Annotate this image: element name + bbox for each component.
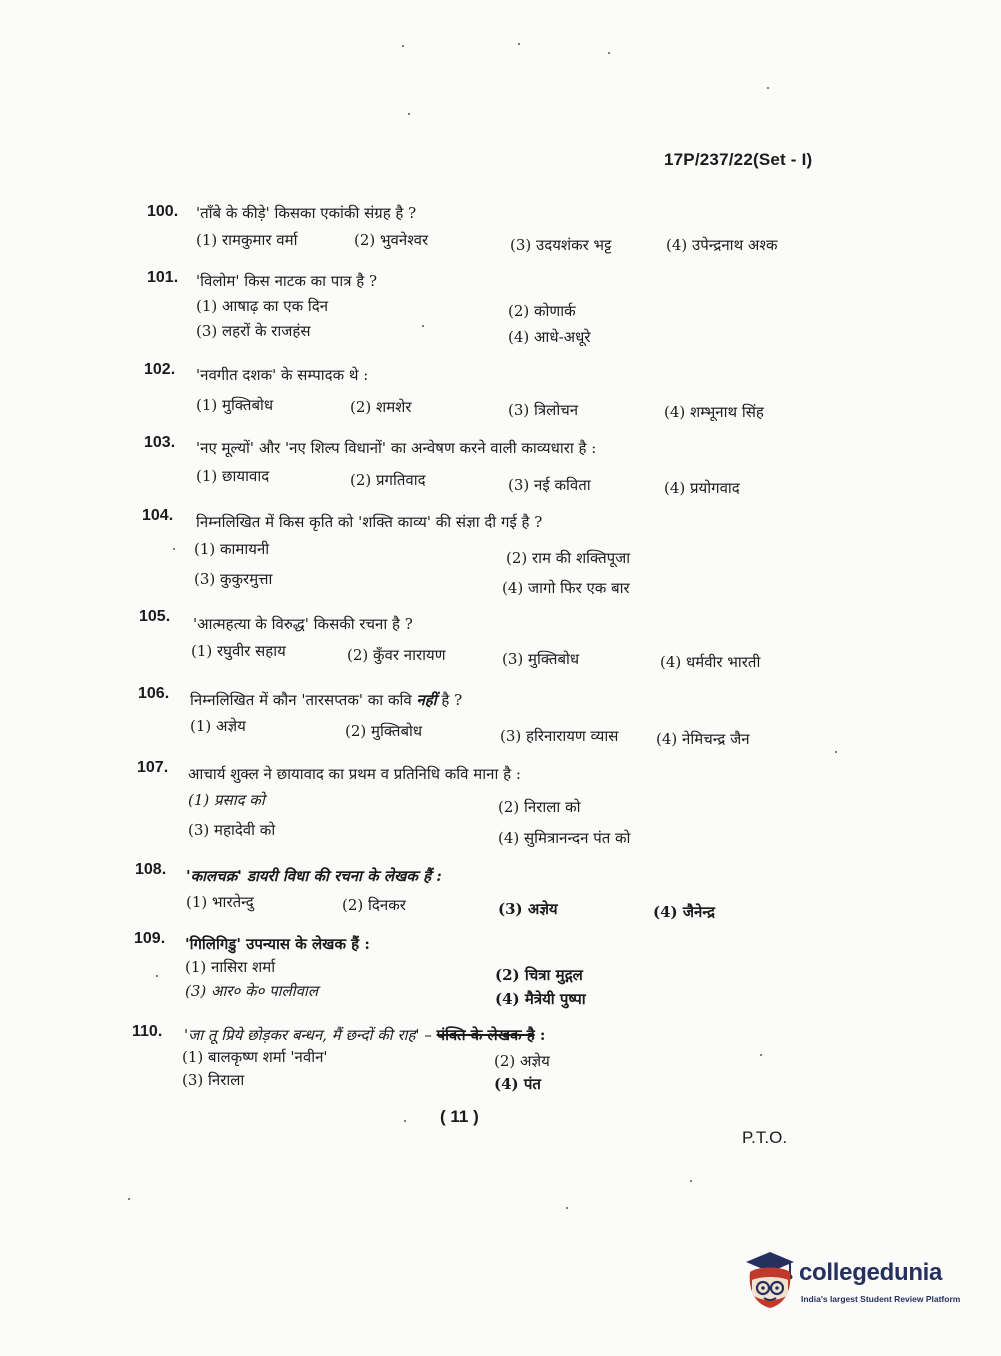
option-4: (4) जागो फिर एक बार: [502, 579, 630, 597]
scan-speck: [128, 1198, 130, 1200]
scan-speck: [402, 45, 404, 47]
student-mascot-icon: [742, 1250, 798, 1312]
option-1: (1) अज्ञेय: [190, 717, 246, 735]
question-text-part: निम्नलिखित में कौन 'तारसप्तक' का कवि: [190, 691, 417, 709]
option-4: (4) सुमित्रानन्दन पंत को: [498, 829, 631, 847]
scan-speck: [422, 325, 424, 327]
option-4: (4) धर्मवीर भारती: [660, 653, 761, 671]
paper-code: 17P/237/22(Set - I): [664, 150, 813, 169]
question-text: 'गिलिगिडु' उपन्यास के लेखक हैं :: [185, 935, 370, 953]
question-text: 'कालचक्र' डायरी विधा की रचना के लेखक हैं :: [186, 867, 442, 885]
option-3: (3) आर० के० पालीवाल: [185, 982, 318, 1000]
question-text-part: है ?: [436, 691, 463, 709]
option-2: (2) दिनकर: [342, 896, 406, 914]
option-3: (3) त्रिलोचन: [508, 401, 579, 419]
question-number: 108.: [135, 861, 167, 878]
option-2: (2) निराला को: [498, 798, 581, 816]
option-4: (4) आधे-अधूरे: [508, 328, 591, 346]
question-text: 'विलोम' किस नाटक का पात्र है ?: [196, 272, 378, 290]
option-2: (2) अज्ञेय: [494, 1052, 550, 1070]
option-3: (3) अज्ञेय: [498, 900, 558, 918]
question-text: निम्नलिखित में किस कृति को 'शक्ति काव्य' की संज्ञा दी गई है ?: [196, 513, 543, 531]
option-4: (4) मैत्रेयी पुष्पा: [495, 990, 586, 1008]
option-2: (2) प्रगतिवाद: [350, 471, 426, 489]
option-4: (4) शम्भूनाथ सिंह: [664, 403, 764, 421]
option-4: (4) जैनेन्द्र: [653, 903, 715, 921]
question-number: 101.: [147, 269, 179, 286]
question-number: 100.: [147, 203, 179, 220]
option-3: (3) महादेवी को: [188, 821, 276, 839]
option-1: (1) रघुवीर सहाय: [191, 642, 286, 660]
question-text: आचार्य शुक्ल ने छायावाद का प्रथम व प्रतिनिधि कवि माना है :: [188, 765, 521, 783]
question-text: 'आत्महत्या के विरुद्ध' किसकी रचना है ?: [193, 615, 413, 633]
scan-speck: [404, 1120, 406, 1122]
page-number: ( 11 ): [440, 1107, 479, 1126]
option-2: (2) राम की शक्तिपूजा: [506, 549, 631, 567]
option-4: (4) नेमिचन्द्र जैन: [656, 730, 750, 748]
question-number: 109.: [134, 930, 166, 947]
scan-speck: [690, 1180, 692, 1182]
question-number: 103.: [144, 434, 176, 451]
scan-speck: [760, 1054, 762, 1056]
scan-speck: [767, 87, 769, 89]
question-text: [190, 690, 462, 710]
scan-speck: [173, 548, 175, 550]
option-1: (1) नासिरा शर्मा: [185, 958, 276, 976]
option-3: (3) उदयशंकर भट्ट: [510, 236, 612, 254]
question-text: 'नए मूल्यों' और 'नए शिल्प विधानों' का अन्वेषण करने वाली काव्यधारा है :: [196, 439, 597, 457]
scan-speck: [518, 43, 520, 45]
option-2: (2) मुक्तिबोध: [345, 722, 423, 740]
option-1: (1) आषाढ़ का एक दिन: [196, 297, 329, 315]
question-number: 106.: [138, 685, 170, 702]
option-4: (4) उपेन्द्रनाथ अश्क: [666, 236, 778, 254]
logo-name: collegedunia: [799, 1259, 943, 1286]
collegedunia-logo: [742, 1250, 972, 1320]
option-1: (1) प्रसाद को: [188, 791, 265, 809]
question-text-part: :: [534, 1026, 546, 1044]
option-2: (2) चित्रा मुद्गल: [495, 966, 583, 984]
option-1: (1) छायावाद: [196, 467, 270, 485]
question-number: 104.: [142, 507, 174, 524]
option-2: (2) शमशेर: [350, 398, 412, 416]
option-1: (1) मुक्तिबोध: [196, 396, 274, 414]
scan-speck: [408, 113, 410, 115]
question-number: 105.: [139, 608, 171, 625]
option-2: (2) भुवनेश्वर: [354, 231, 429, 249]
option-1: (1) भारतेन्दु: [186, 893, 254, 911]
option-1: (1) रामकुमार वर्मा: [196, 231, 298, 249]
question-text-emphasis: नहीं: [416, 691, 437, 709]
pto-label: P.T.O.: [742, 1128, 788, 1147]
question-text: 'ताँबे के कीड़े' किसका एकांकी संग्रह है ?: [196, 204, 417, 222]
question-text: [184, 1025, 545, 1045]
scan-speck: [156, 975, 158, 977]
option-3: (3) कुकुरमुत्ता: [194, 570, 273, 588]
option-4: (4) प्रयोगवाद: [664, 479, 740, 497]
option-3: (3) नई कविता: [508, 476, 591, 494]
scan-speck: [566, 1207, 568, 1209]
option-3: (3) लहरों के राजहंस: [196, 322, 311, 340]
option-2: (2) कुँवर नारायण: [347, 646, 446, 664]
option-1: (1) कामायनी: [194, 540, 270, 558]
option-3: (3) मुक्तिबोध: [502, 650, 580, 668]
scan-speck: [608, 52, 610, 54]
struck-text: पंक्ति के लेखक है: [436, 1026, 535, 1044]
option-3: (3) निराला: [182, 1071, 245, 1089]
option-2: (2) कोणार्क: [508, 302, 576, 320]
scan-speck: [835, 751, 837, 753]
question-text: 'नवगीत दशक' के सम्पादक थे :: [196, 366, 369, 384]
question-text-part: 'जा तू प्रिये छोड़कर बन्धन, मैं छन्दों की राह' –: [184, 1026, 437, 1044]
logo-tagline: India's largest Student Review Platform: [801, 1294, 961, 1304]
option-4: (4) पंत: [494, 1075, 541, 1093]
question-number: 110.: [132, 1023, 163, 1040]
question-number: 102.: [144, 361, 176, 378]
option-1: (1) बालकृष्ण शर्मा 'नवीन': [182, 1048, 328, 1066]
question-number: 107.: [137, 759, 169, 776]
option-3: (3) हरिनारायण व्यास: [500, 727, 619, 745]
